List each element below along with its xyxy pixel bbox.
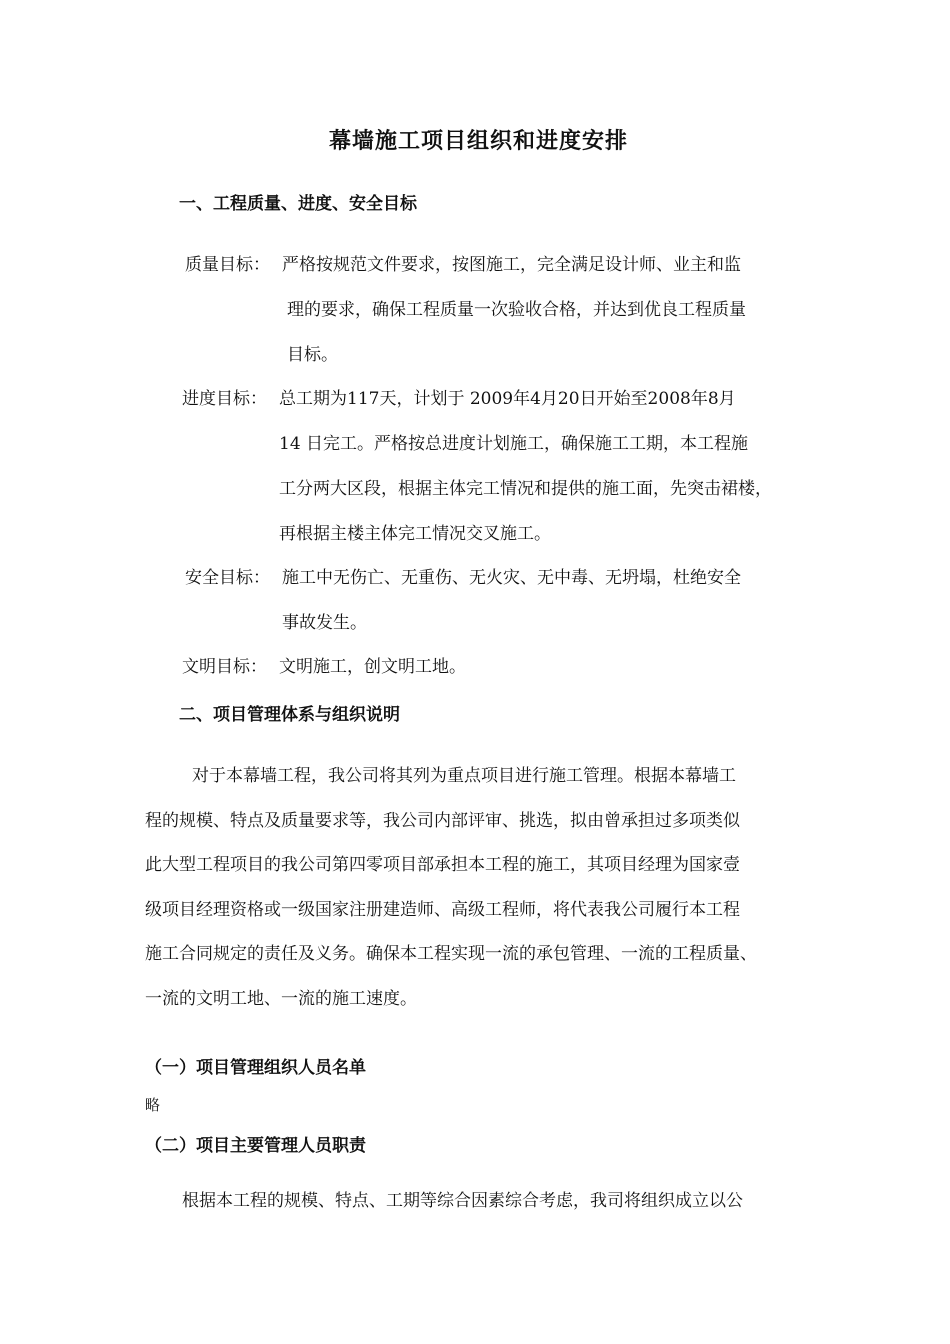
civil-line-1: 文明施工，创文明工地。 [279, 657, 466, 677]
schedule-line-3: 工分两大区段，根据主体完工情况和提供的施工面，先突击裙楼， [279, 479, 772, 499]
civil-label: 文明目标： [182, 657, 267, 677]
quality-line-1: 严格按规范文件要求，按图施工，完全满足设计师、业主和监 [282, 255, 741, 275]
section2-paragraph-line-1: 对于本幕墙工程，我公司将其列为重点项目进行施工管理。根据本幕墙工 [192, 766, 736, 786]
schedule-label: 进度目标： [182, 389, 267, 409]
section2-paragraph-line-6: 一流的文明工地、一流的施工速度。 [145, 989, 417, 1009]
section2-paragraph-line-5: 施工合同规定的责任及义务。确保本工程实现一流的承包管理、一流的工程质量、 [145, 944, 757, 964]
section2-heading: 二、项目管理体系与组织说明 [179, 705, 400, 725]
safety-line-1: 施工中无伤亡、无重伤、无火灾、无中毒、无坍塌，杜绝安全 [282, 568, 741, 588]
section2-paragraph-line-2: 程的规模、特点及质量要求等，我公司内部评审、挑选，拟由曾承担过多项类似 [145, 811, 740, 831]
document-title: 幕墙施工项目组织和进度安排 [329, 128, 629, 154]
subsection2-paragraph-line-1: 根据本工程的规模、特点、工期等综合因素综合考虑，我司将组织成立以公 [182, 1191, 743, 1211]
section2-paragraph-line-4: 级项目经理资格或一级国家注册建造师、高级工程师，将代表我公司履行本工程 [145, 900, 740, 920]
subsection2-heading: （二）项目主要管理人员职责 [145, 1136, 366, 1156]
quality-line-2: 理的要求，确保工程质量一次验收合格，并达到优良工程质量 [287, 300, 746, 320]
subsection1-heading: （一）项目管理组织人员名单 [145, 1058, 366, 1078]
section1-heading: 一、工程质量、进度、安全目标 [179, 194, 417, 214]
quality-label: 质量目标： [185, 255, 270, 275]
quality-line-3: 目标。 [287, 345, 338, 365]
section2-paragraph-line-3: 此大型工程项目的我公司第四零项目部承担本工程的施工，其项目经理为国家壹 [145, 855, 740, 875]
safety-label: 安全目标： [185, 568, 270, 588]
schedule-line-2: 14 日完工。严格按总进度计划施工，确保施工工期，本工程施 [279, 434, 749, 454]
schedule-line-1: 总工期为117天，计划于 2009年4月20日开始至2008年8月 [279, 389, 736, 409]
schedule-line-4: 再根据主楼主体完工情况交叉施工。 [279, 524, 551, 544]
safety-line-2: 事故发生。 [282, 613, 367, 633]
subsection1-text: 略 [145, 1096, 161, 1114]
